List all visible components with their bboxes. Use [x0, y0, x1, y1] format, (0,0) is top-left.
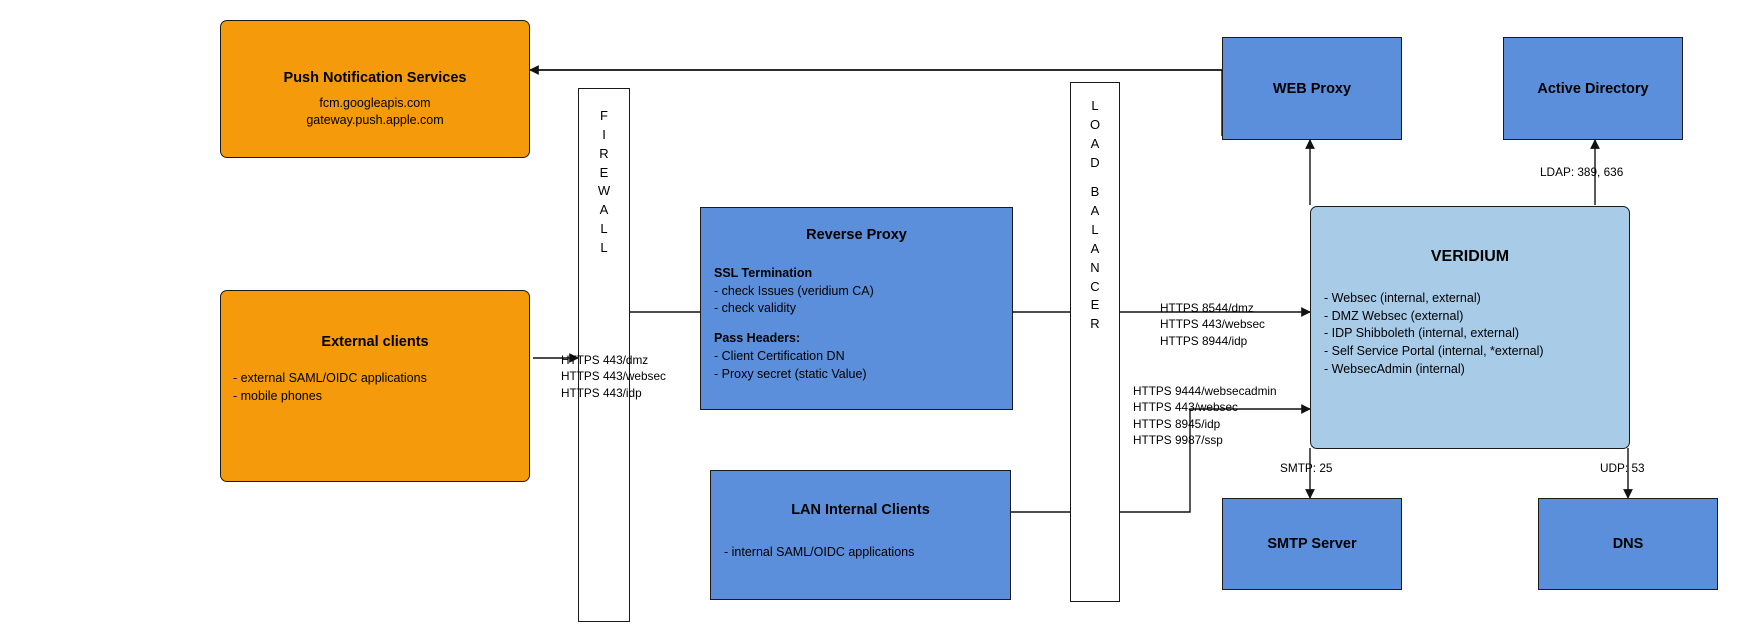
label-udp-port: UDP: 53 — [1600, 461, 1645, 475]
lan-clients-line-0: - internal SAML/OIDC applications — [724, 544, 915, 559]
reverse-proxy-title: Reverse Proxy — [806, 227, 907, 243]
firewall-letter-6: L — [600, 221, 608, 237]
node-veridium — [1310, 206, 1630, 449]
label-lan-0: HTTPS 9444/websecadmin — [1133, 384, 1277, 398]
push-line-1: gateway.push.apple.com — [306, 112, 444, 127]
label-lb-2: HTTPS 8944/idp — [1160, 333, 1248, 348]
label-lan-1: HTTPS 443/websec — [1133, 400, 1238, 415]
lb-letter-12: R — [1090, 316, 1100, 332]
external-clients-title: External clients — [321, 334, 429, 350]
load-balancer-label-vertical — [1071, 97, 1119, 334]
veridium-line-4: - WebsecAdmin (internal) — [1324, 361, 1465, 376]
firewall-label-vertical — [579, 107, 629, 258]
node-external-clients — [220, 290, 530, 482]
lb-letter-gap — [1071, 172, 1119, 183]
node-smtp-server — [1222, 498, 1402, 590]
firewall-letter-3: E — [599, 164, 609, 180]
reverse-proxy-group-0-item-0: - check Issues (veridium CA) — [714, 283, 874, 298]
reverse-proxy-group-1-heading: Pass Headers: — [714, 331, 801, 346]
veridium-line-0: - Websec (internal, external) — [1324, 290, 1481, 305]
label-lb-1: HTTPS 443/websec — [1160, 317, 1265, 332]
label-ldap: LDAP: 389, 636 — [1540, 165, 1624, 179]
dns-title: DNS — [1612, 536, 1644, 552]
veridium-line-2: - IDP Shibboleth (internal, external) — [1324, 326, 1520, 341]
active-directory-title: Active Directory — [1537, 81, 1649, 97]
reverse-proxy-group-0-item-1: - check validity — [714, 301, 796, 316]
firewall-letter-2: R — [599, 145, 609, 161]
node-lan-internal-clients — [710, 470, 1011, 600]
reverse-proxy-group-1-item-0: - Client Certification DN — [714, 348, 845, 363]
label-lan-to-veridium — [1133, 383, 1277, 448]
label-lb-0: HTTPS 8544/dmz — [1160, 301, 1254, 315]
label-external-0: HTTPS 443/dmz — [561, 353, 649, 367]
node-push-notification-services — [220, 20, 530, 158]
label-lan-3: HTTPS 9987/ssp — [1133, 432, 1223, 447]
node-active-directory — [1503, 37, 1683, 140]
lb-letter-9: N — [1090, 259, 1100, 275]
firewall-letter-7: L — [600, 239, 608, 255]
push-line-0: fcm.googleapis.com — [319, 95, 431, 110]
lan-clients-title: LAN Internal Clients — [791, 502, 930, 518]
external-clients-line-0: - external SAML/OIDC applications — [233, 370, 427, 385]
lb-letter-6: A — [1090, 203, 1100, 219]
lb-letter-10: C — [1090, 278, 1100, 294]
lb-letter-3: D — [1090, 154, 1100, 170]
smtp-title: SMTP Server — [1267, 536, 1357, 552]
reverse-proxy-group-1-item-1: - Proxy secret (static Value) — [714, 366, 867, 381]
lb-letter-7: L — [1091, 222, 1099, 238]
label-lan-2: HTTPS 8945/idp — [1133, 416, 1221, 431]
node-web-proxy — [1222, 37, 1402, 140]
label-external-to-firewall — [561, 352, 666, 401]
veridium-line-1: - DMZ Websec (external) — [1324, 308, 1464, 323]
node-reverse-proxy — [700, 207, 1013, 410]
veridium-title: VERIDIUM — [1430, 248, 1510, 265]
external-clients-line-1: - mobile phones — [233, 388, 322, 403]
node-dns — [1538, 498, 1718, 590]
label-smtp-port: SMTP: 25 — [1280, 461, 1333, 475]
web-proxy-title: WEB Proxy — [1272, 81, 1352, 97]
lb-letter-2: A — [1090, 135, 1100, 151]
lb-letter-8: A — [1090, 240, 1100, 256]
lb-letter-1: O — [1089, 116, 1101, 132]
lb-letter-5: B — [1090, 184, 1100, 200]
label-external-1: HTTPS 443/websec — [561, 369, 666, 384]
firewall-letter-4: W — [597, 183, 611, 199]
label-lb-to-veridium — [1160, 300, 1265, 349]
label-external-2: HTTPS 443/idp — [561, 385, 642, 400]
node-load-balancer — [1070, 82, 1120, 602]
firewall-letter-1: I — [602, 126, 606, 142]
veridium-line-3: - Self Service Portal (internal, *external) — [1324, 344, 1544, 359]
push-title: Push Notification Services — [283, 70, 467, 86]
reverse-proxy-group-0-heading: SSL Termination — [714, 265, 813, 280]
lb-letter-0: L — [1091, 98, 1099, 113]
firewall-letter-0: F — [600, 108, 608, 123]
firewall-letter-5: A — [599, 202, 609, 218]
lb-letter-11: E — [1090, 297, 1100, 313]
